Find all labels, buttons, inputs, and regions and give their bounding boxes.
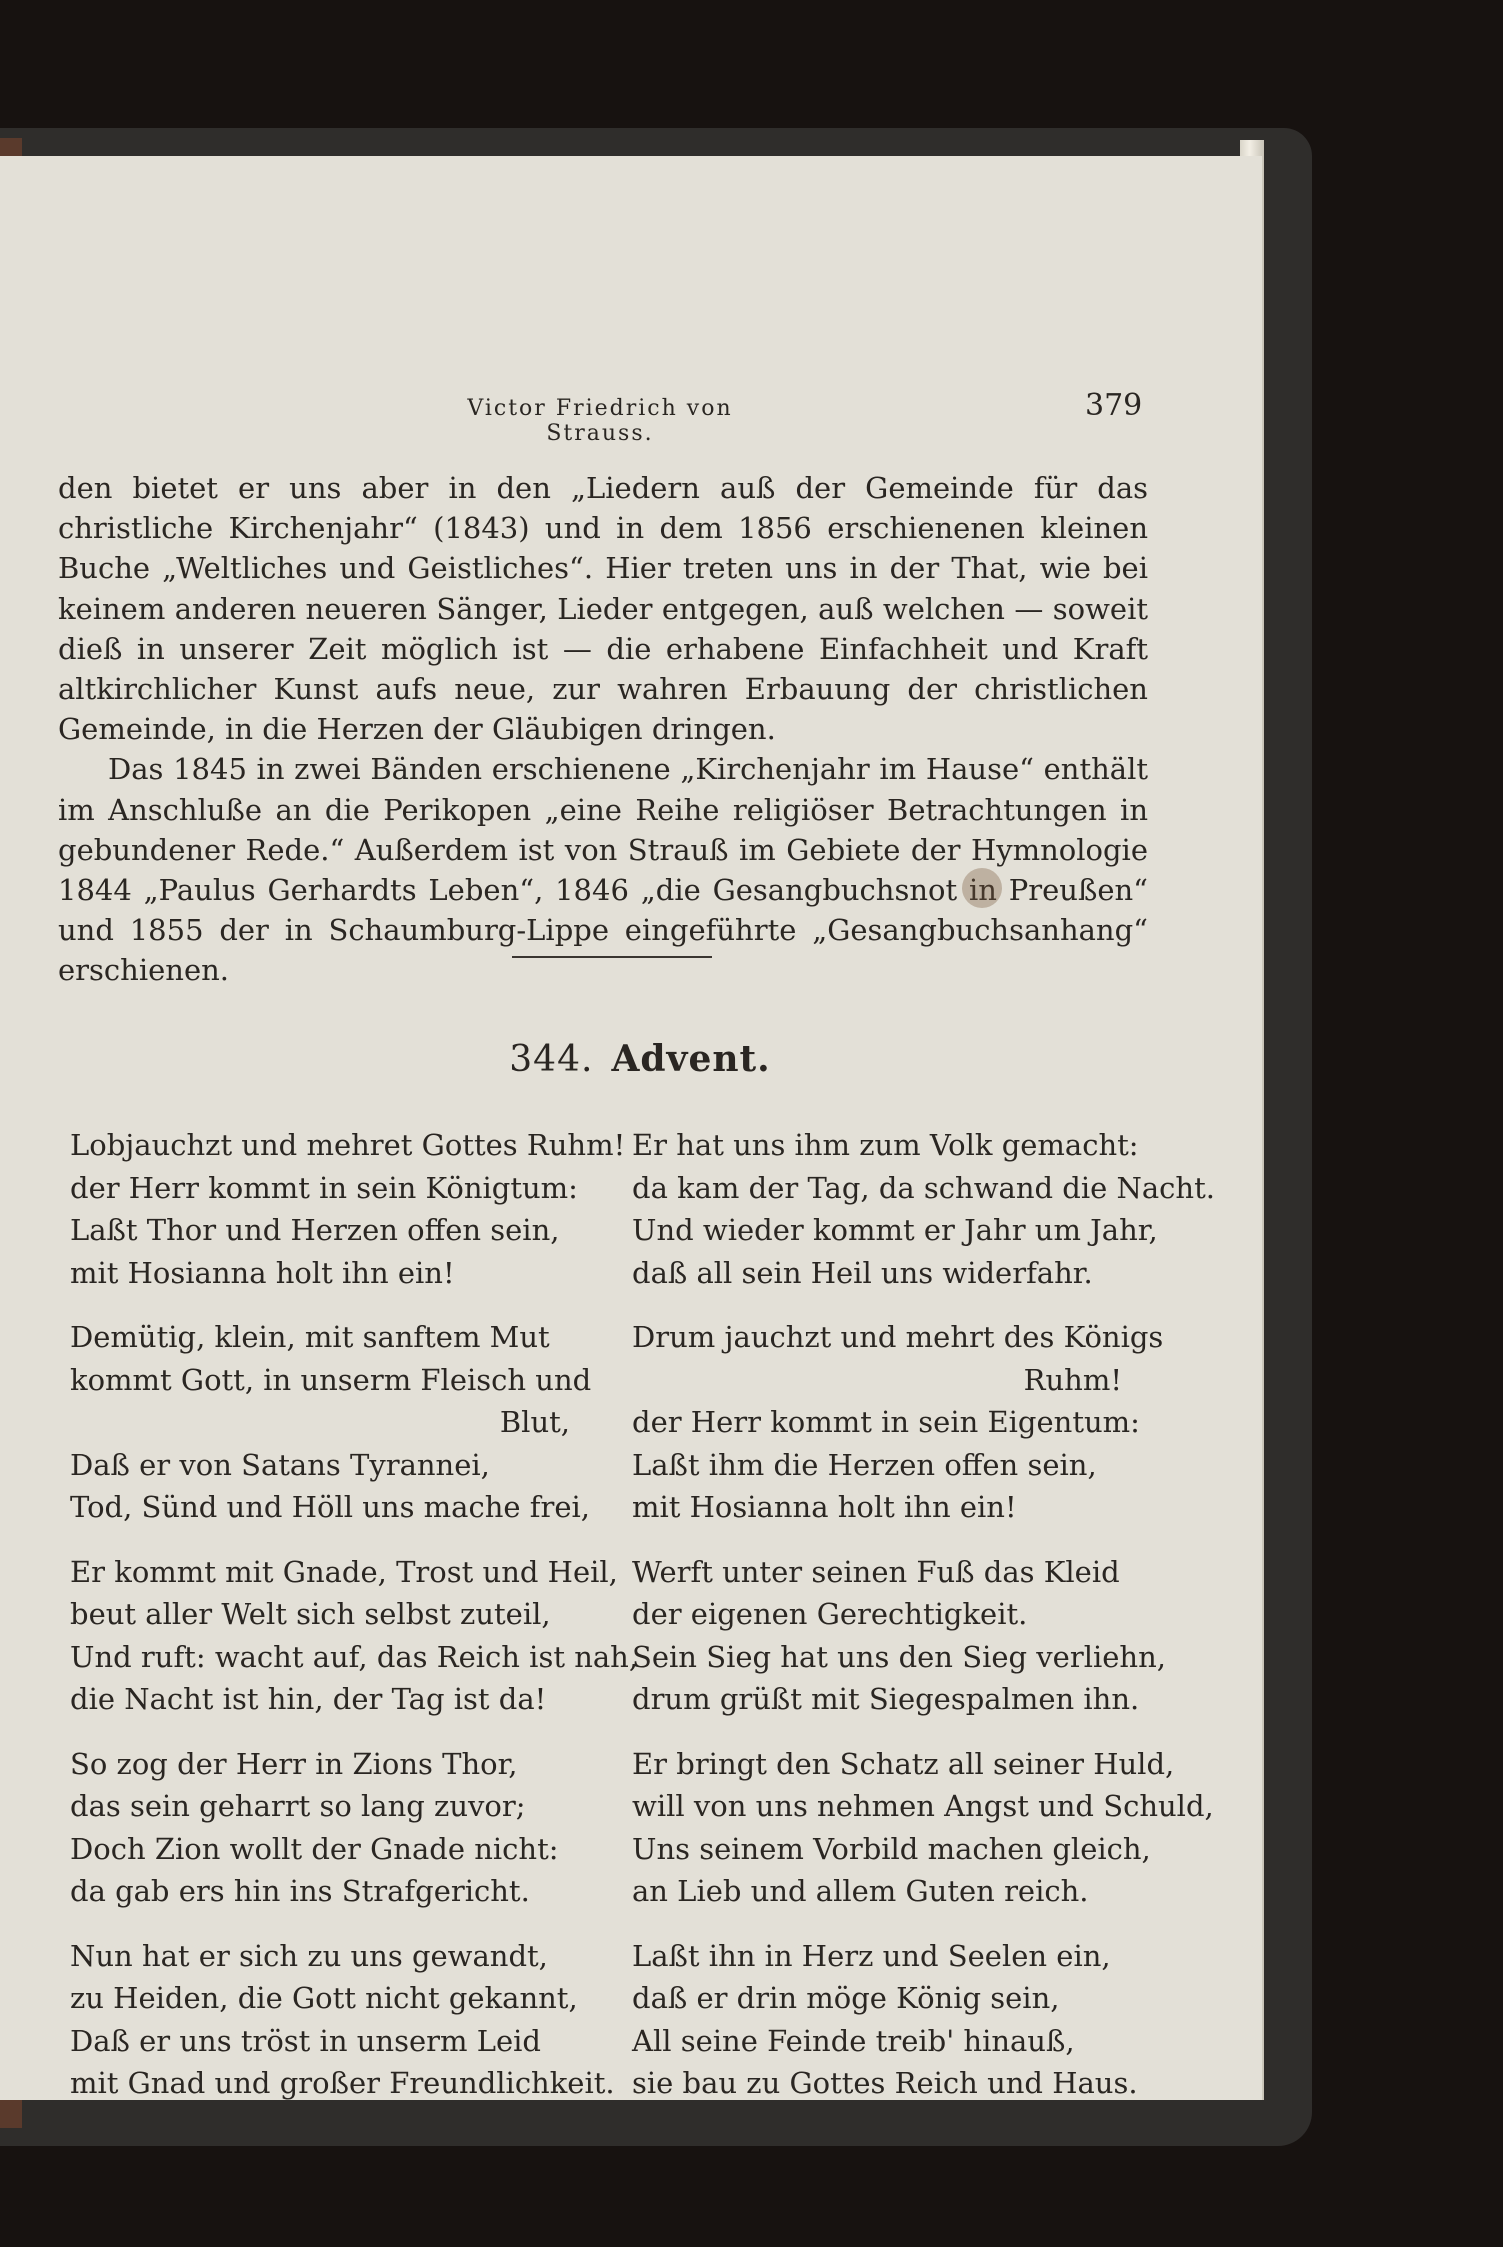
verse-line: Lobjauchzt und mehret Gottes Ruhm! bbox=[70, 1128, 626, 1162]
left-verse-column bbox=[70, 1124, 639, 2127]
stanza bbox=[632, 1743, 1214, 1913]
verse-line: Laßt ihn in Herz und Seelen ein, bbox=[632, 1938, 1111, 1973]
verse-line: die Nacht ist hin, der Tag ist da! bbox=[70, 1682, 547, 1716]
verse-line: daß all sein Heil uns widerfahr. bbox=[632, 1255, 1093, 1290]
verse-line: Er kommt mit Gnade, Trost und Heil, bbox=[70, 1554, 618, 1589]
verse-line: Sein Sieg hat uns den Sieg verliehn, bbox=[632, 1639, 1166, 1674]
verse-line: Nun hat er sich zu uns gewandt, bbox=[70, 1938, 548, 1973]
verse-line: kommt Gott, in unserm Fleisch und bbox=[70, 1362, 592, 1397]
verse-line: Laßt Thor und Herzen offen sein, bbox=[70, 1213, 560, 1247]
verse-line: Tod, Sünd und Höll uns mache frei, bbox=[70, 1490, 591, 1524]
verse-line: Er hat uns ihm zum Volk gemacht: bbox=[632, 1128, 1139, 1162]
verse-line: Daß er von Satans Tyrannei, bbox=[70, 1447, 490, 1482]
verse-line: da kam der Tag, da schwand die Nacht. bbox=[632, 1170, 1215, 1205]
stanza bbox=[632, 1316, 1164, 1529]
verse-line: Ruhm! bbox=[1023, 1362, 1122, 1397]
hymn-number: 344. bbox=[509, 1039, 594, 1080]
stanza bbox=[632, 1124, 1215, 1294]
verse-line: das sein geharrt so lang zuvor; bbox=[70, 1789, 526, 1823]
verse-line: an Lieb und allem Guten reich. bbox=[632, 1874, 1089, 1908]
verse-line: Uns seinem Vorbild machen gleich, bbox=[632, 1831, 1151, 1866]
page-number: 379 bbox=[1085, 388, 1143, 423]
verse-line: Er bringt den Schatz all seiner Huld, bbox=[632, 1746, 1175, 1781]
book-page bbox=[0, 156, 1262, 2100]
verse-line: sie bau zu Gottes Reich und Haus. bbox=[632, 2066, 1138, 2100]
verse-line: Laßt ihm die Herzen offen sein, bbox=[632, 1447, 1097, 1482]
stanza bbox=[632, 1551, 1166, 1721]
verse-line: Und ruft: wacht auf, das Reich ist nah, bbox=[70, 1639, 639, 1674]
paper-stain bbox=[962, 868, 1002, 908]
prose-text bbox=[58, 468, 1148, 991]
verse-line: da gab ers hin ins Strafgericht. bbox=[70, 1874, 530, 1908]
verse-line: All seine Feinde treib' hinauß, bbox=[632, 2023, 1075, 2058]
verse-line: Werft unter seinen Fuß das Kleid bbox=[632, 1554, 1120, 1589]
stanza bbox=[632, 1935, 1152, 2105]
verse-line: drum grüßt mit Siegespalmen ihn. bbox=[632, 1682, 1140, 1716]
prose-paragraph: Das 1845 in zwei Bänden erschienene „Kirchenjahr im Hause“ enthält im Anschluße an die Perikopen „eine Reihe religiöser Betrachtungen in gebundener Rede.“ Außerdem ist von Strauß im Gebiete der Hymnologie 1844 „Paulus Gerhardts Leben“, 1846 „die Gesangbuchsnot in Preußen“ und 1855 der in Schaumburg-Lippe eingeführte „Gesangbuchsanhang“ erschienen. bbox=[58, 752, 1148, 988]
verse-line: zu Heiden, die Gott nicht gekannt, bbox=[70, 1981, 578, 2015]
hymn-title: Advent. bbox=[611, 1038, 771, 1080]
verse-line: will von uns nehmen Angst und Schuld, bbox=[632, 1789, 1214, 1823]
verse-line: Blut, bbox=[499, 1405, 570, 1439]
prose-paragraph: den bietet er uns aber in den „Liedern auß der Gemeinde für das christliche Kirchenjahr“ (1843) und in dem 1856 erschienenen kleinen Buche „Weltliches und Geistliches“. Hier treten uns in der That, wie bei keinem anderen neueren Sänger, Lieder entgegen, auß welchen — soweit dieß in unserer Zeit möglich ist — die erhabene Einfachheit und Kraft altkirchlicher Kunst aufs neue, zur wahren Erbauung der christlichen Gemeinde, in die Herzen der Gläubigen dringen. bbox=[58, 471, 1148, 747]
stanza bbox=[70, 1743, 600, 1913]
verse-line: Doch Zion wollt der Gnade nicht: bbox=[70, 1831, 559, 1866]
hymn-heading bbox=[440, 1038, 840, 1080]
verse-line: beut aller Welt sich selbst zuteil, bbox=[70, 1597, 551, 1631]
running-head: Victor Friedrich von Strauss. bbox=[467, 396, 733, 446]
verse-line: Und wieder kommt er Jahr um Jahr, bbox=[632, 1213, 1158, 1247]
verse-line: So zog der Herr in Zions Thor, bbox=[70, 1746, 518, 1781]
verse-line: der Herr kommt in sein Königtum: bbox=[70, 1170, 578, 1205]
verse-line: Drum jauchzt und mehrt des Königs bbox=[632, 1320, 1164, 1354]
stanza bbox=[70, 1935, 615, 2105]
verse-line: daß er drin möge König sein, bbox=[632, 1981, 1060, 2015]
verse-line: der Herr kommt in sein Eigentum: bbox=[632, 1405, 1140, 1439]
verse-line: mit Hosianna holt ihn ein! bbox=[70, 1255, 455, 1290]
verse-line: der eigenen Gerechtigkeit. bbox=[632, 1597, 1028, 1631]
right-verse-column bbox=[632, 1124, 1215, 2127]
verse-line: mit Hosianna holt ihn ein! bbox=[632, 1490, 1017, 1524]
stanza bbox=[70, 1316, 600, 1529]
section-divider bbox=[512, 956, 712, 958]
verse-line: mit Gnad und großer Freundlichkeit. bbox=[70, 2066, 615, 2100]
stanza bbox=[70, 1124, 626, 1294]
stanza bbox=[70, 1551, 639, 1721]
verse-line: Demütig, klein, mit sanftem Mut bbox=[70, 1320, 550, 1354]
verse-line: Daß er uns tröst in unserm Leid bbox=[70, 2023, 541, 2058]
